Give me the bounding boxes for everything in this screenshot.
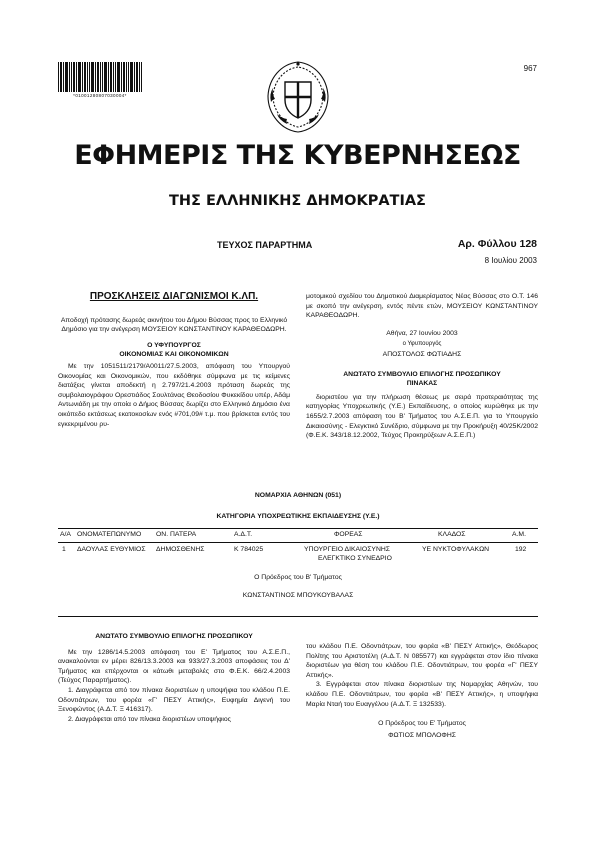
barcode-number: *01001280807030004* [73,93,127,98]
bottom-paragraph-1: Με την 1286/14.5.2003 απόφαση του Ε' Τμήματος του Α.Σ.Ε.Π., ανακαλούνται εν μέρει 826/13.3.2003 και 933/27.3.2003 αποφάσεις του Δ' Τμήματος και επέρχονται οι κάτωθι μεταβολές στο Φ.Ε.Κ. 66/2.4.2003 (Τεύχος Παραρτήματος). [58,648,290,685]
authority-ministry: ΟΙΚΟΝΟΜΙΑΣ ΚΑΙ ΟΙΚΟΝΟΜΙΚΩΝ [119,351,229,359]
cell-am: 192 [515,546,527,553]
board-title: ΑΝΩΤΑΤΟ ΣΥΜΒΟΥΛΙΟ ΕΠΙΛΟΓΗΣ ΠΡΟΣΩΠΙΚΟΥ [343,370,501,378]
prefecture-heading: ΝΟΜΑΡΧΙΑ ΑΘΗΝΩΝ (051) [254,492,342,499]
bottom-paragraph-2: 1. Διαγράφεται από τον πίνακα διοριστέων η υποψήφια του κλάδου Π.Ε. Οδοντιάτρων, του φορέα «Γ' ΠΕΣΥ Αττικής», Ευφημία Διγενή του Ξενοφώντος (Α.Δ.Τ. Ξ 416317). [58,686,290,714]
authority-title: Ο ΥΦΥΠΟΥΡΓΟΣ [147,341,201,349]
section-title: ΠΡΟΣΚΛΗΣΕΙΣ ΔΙΑΓΩΝΙΣΜΟΙ Κ.ΛΠ. [89,291,259,302]
cell-id: Κ 784025 [234,546,264,553]
cell-name: ΔΑΟΥΛΑΣ ΕΥΘΥΜΙΟΣ [77,546,146,553]
cell-aa: 1 [62,546,66,553]
cell-agency-line2: ΕΛΕΓΚΤΙΚΟ ΣΥΝΕΔΡΙΟ [318,555,392,562]
issue-date: 8 Ιουλίου 2003 [484,256,537,265]
right-column [306,292,538,441]
bottom-right-paragraph-2: 3. Εγγράφεται στον πίνακα διοριστέων της Νομαρχίας Αθηνών, του κλάδου Π.Ε. Οδοντιάτρων, του φορέα «Β' ΠΕΣΥ Αττικής», η υποψήφια Μαρία Νταή του Ευαγγέλου (Α.Δ.Τ. Ξ 132533). [306,681,538,708]
greek-coat-of-arms-icon [259,58,337,136]
board-subtitle: ΠΙΝΑΚΑΣ [406,380,438,388]
section-divider [58,616,538,617]
announcement-intro: Αποδοχή πρότασης δωρεάς ακινήτου του Δήμου Βύσσας προς το Ελληνικό Δημόσιο για την ανέγερση ΜΟΥΣΕΙΟΥ ΚΩΝΣΤΑΝΤΙΝΟΥ ΚΑΡΑΘΕΟΔΩΡΗ. [60,316,288,334]
signatory-role: ο Υφυπουργός [402,341,442,348]
cell-agency: ΥΠΟΥΡΓΕΙΟ ΔΙΚΑΙΟΣΥΝΗΣ [304,546,390,553]
col-header-id: Α.Δ.Τ. [234,531,253,538]
decision-text: Με την 1051511/2179/Α0011/27.5.2003, απόφαση του Υπουργού Οικονομίας και Οικονομικών, που εκδόθηκε σύμφωνα με τις κείμενες διατάξεις γίνεται αποδεκτή η 2.797/21.4.2003 πρόταση δωρεάς της συμβολαιογράφου Ορεστιάδος Σουλτάνας Θεοδοσίου Φυκεκίδου υπέρ, Αδάμ Αντωνιάδη με την οποία ο Δήμος Βύσσας δωρίζει στο Ελληνικό Δημόσιο ένα οικόπεδο εκτάσεως εκατοκοσίων ενός #701,09# τ.μ. που βρίσκεται εντός του εγκεκριμένου ρυ- [58,362,290,428]
table-header-row [58,531,538,541]
page-number: 967 [523,64,537,73]
bottom-signatory-role: Ο Πρόεδρος του Ε' Τμήματος [378,720,466,728]
cell-branch: ΥΕ ΝΥΚΤΟΦΥΛΑΚΩΝ [422,546,490,553]
bottom-right-paragraph-1: του κλάδου Π.Ε. Οδοντιάτρων, του φορέα «Β' ΠΕΣΥ Αττικής», Θεόδωρος Πολίτης του Αριστοτέλη (Α.Δ.Τ. Ν 085577) και εγγράφεται στον ίδιο πίνακα διοριστέων για θέση του κλάδου Π.Ε. Οδοντιάτρων, του φορέα «Γ' ΠΕΣΥ Αττικής». [306,643,538,679]
col-header-name: ΟΝΟΜΑΤΕΠΩΝΥΜΟ [77,531,142,538]
col-header-aa: Α/Α [60,531,71,538]
table-top-rule [58,528,538,529]
col-header-am: Α.Μ. [512,531,526,538]
decision-continuation: μοτομικού σχεδίου του Δημοτικού Διαμερίσματος Νέας Βύσσας στο Ο.Τ. 146 με σκοπό την ανέγερση, εντός πέντε ετών, ΜΟΥΣΕΙΟΥ ΚΩΝΣΤΑΝΤΙΝΟΥ ΚΑΡΑΘΕΟΔΩΡΗ. [306,293,538,320]
bottom-left-column [58,632,290,724]
issue-series: ΤΕΥΧΟΣ ΠΑΡΑΡΤΗΜΑ [217,240,313,250]
bottom-paragraph-3: 2. Διαγράφεται από τον πίνακα διοριστέων υποψήφιος [68,715,231,723]
bottom-signatory-name: ΦΩΤΙΟΣ ΜΠΟΛΟΦΗΣ [388,731,456,739]
table-signatory-name: ΚΩΝΣΤΑΝΤΙΝΟΣ ΜΠΟΥΚΟΥΒΑΛΑΣ [242,592,354,599]
place-date: Αθήνα, 27 Ιουνίου 2003 [386,329,458,337]
col-header-agency: ΦΟΡΕΑΣ [334,531,363,538]
col-header-father: ΟΝ. ΠΑΤΕΡΑ [156,531,197,538]
gazette-title: ΕΦΗΜΕΡΙΣ ΤΗΣ ΚΥΒΕΡΝΗΣΕΩΣ [74,140,521,171]
table-row [58,546,538,568]
left-column [58,292,290,429]
col-header-branch: ΚΛΑΔΟΣ [438,531,466,538]
bottom-right-column [306,642,538,740]
barcode-image [58,62,142,92]
signatory-name: ΑΠΟΣΤΟΛΟΣ ΦΩΤΙΑΔΗΣ [382,350,462,358]
cell-father: ΔΗΜΟΣΘΕΝΗΣ [156,546,205,553]
table-signatory-role: Ο Πρόεδρος του Β' Τμήματος [254,574,342,581]
bottom-board-title: ΑΝΩΤΑΤΟ ΣΥΜΒΟΥΛΙΟ ΕΠΙΛΟΓΗΣ ΠΡΟΣΩΠΙΚΟΥ [95,633,253,640]
board-text: διοριστέου για την πλήρωση θέσεως με σειρά προτεραιότητας της κατηγορίας Υποχρεωτικής (Υ.Ε.) Εκπαίδευσης, ο οποίος κυρώθηκε με την 1655/2.7.2003 απόφαση του Β' Τμήματος του Α.Σ.Ε.Π. για το Υπουργείο Δικαιοσύνης - Ελεγκτικό Συνέδριο, σύμφωνα με την Προκήρυξη 40/25Κ/2002 (Φ.Ε.Κ. 343/18.12.2002, Τεύχος Προκηρύξεων Α.Σ.Ε.Π.) [306,393,538,440]
category-heading: ΚΑΤΗΓΟΡΙΑ ΥΠΟΧΡΕΩΤΙΚΗΣ ΕΚΠΑΙΔΕΥΣΗΣ (Υ.Ε.) [216,513,380,520]
gazette-subtitle: ΤΗΣ ΕΛΛΗΝΙΚΗΣ ΔΗΜΟΚΡΑΤΙΑΣ [169,193,426,209]
issue-sheet-number: Αρ. Φύλλου 128 [457,238,537,250]
table-header-rule [58,542,538,543]
